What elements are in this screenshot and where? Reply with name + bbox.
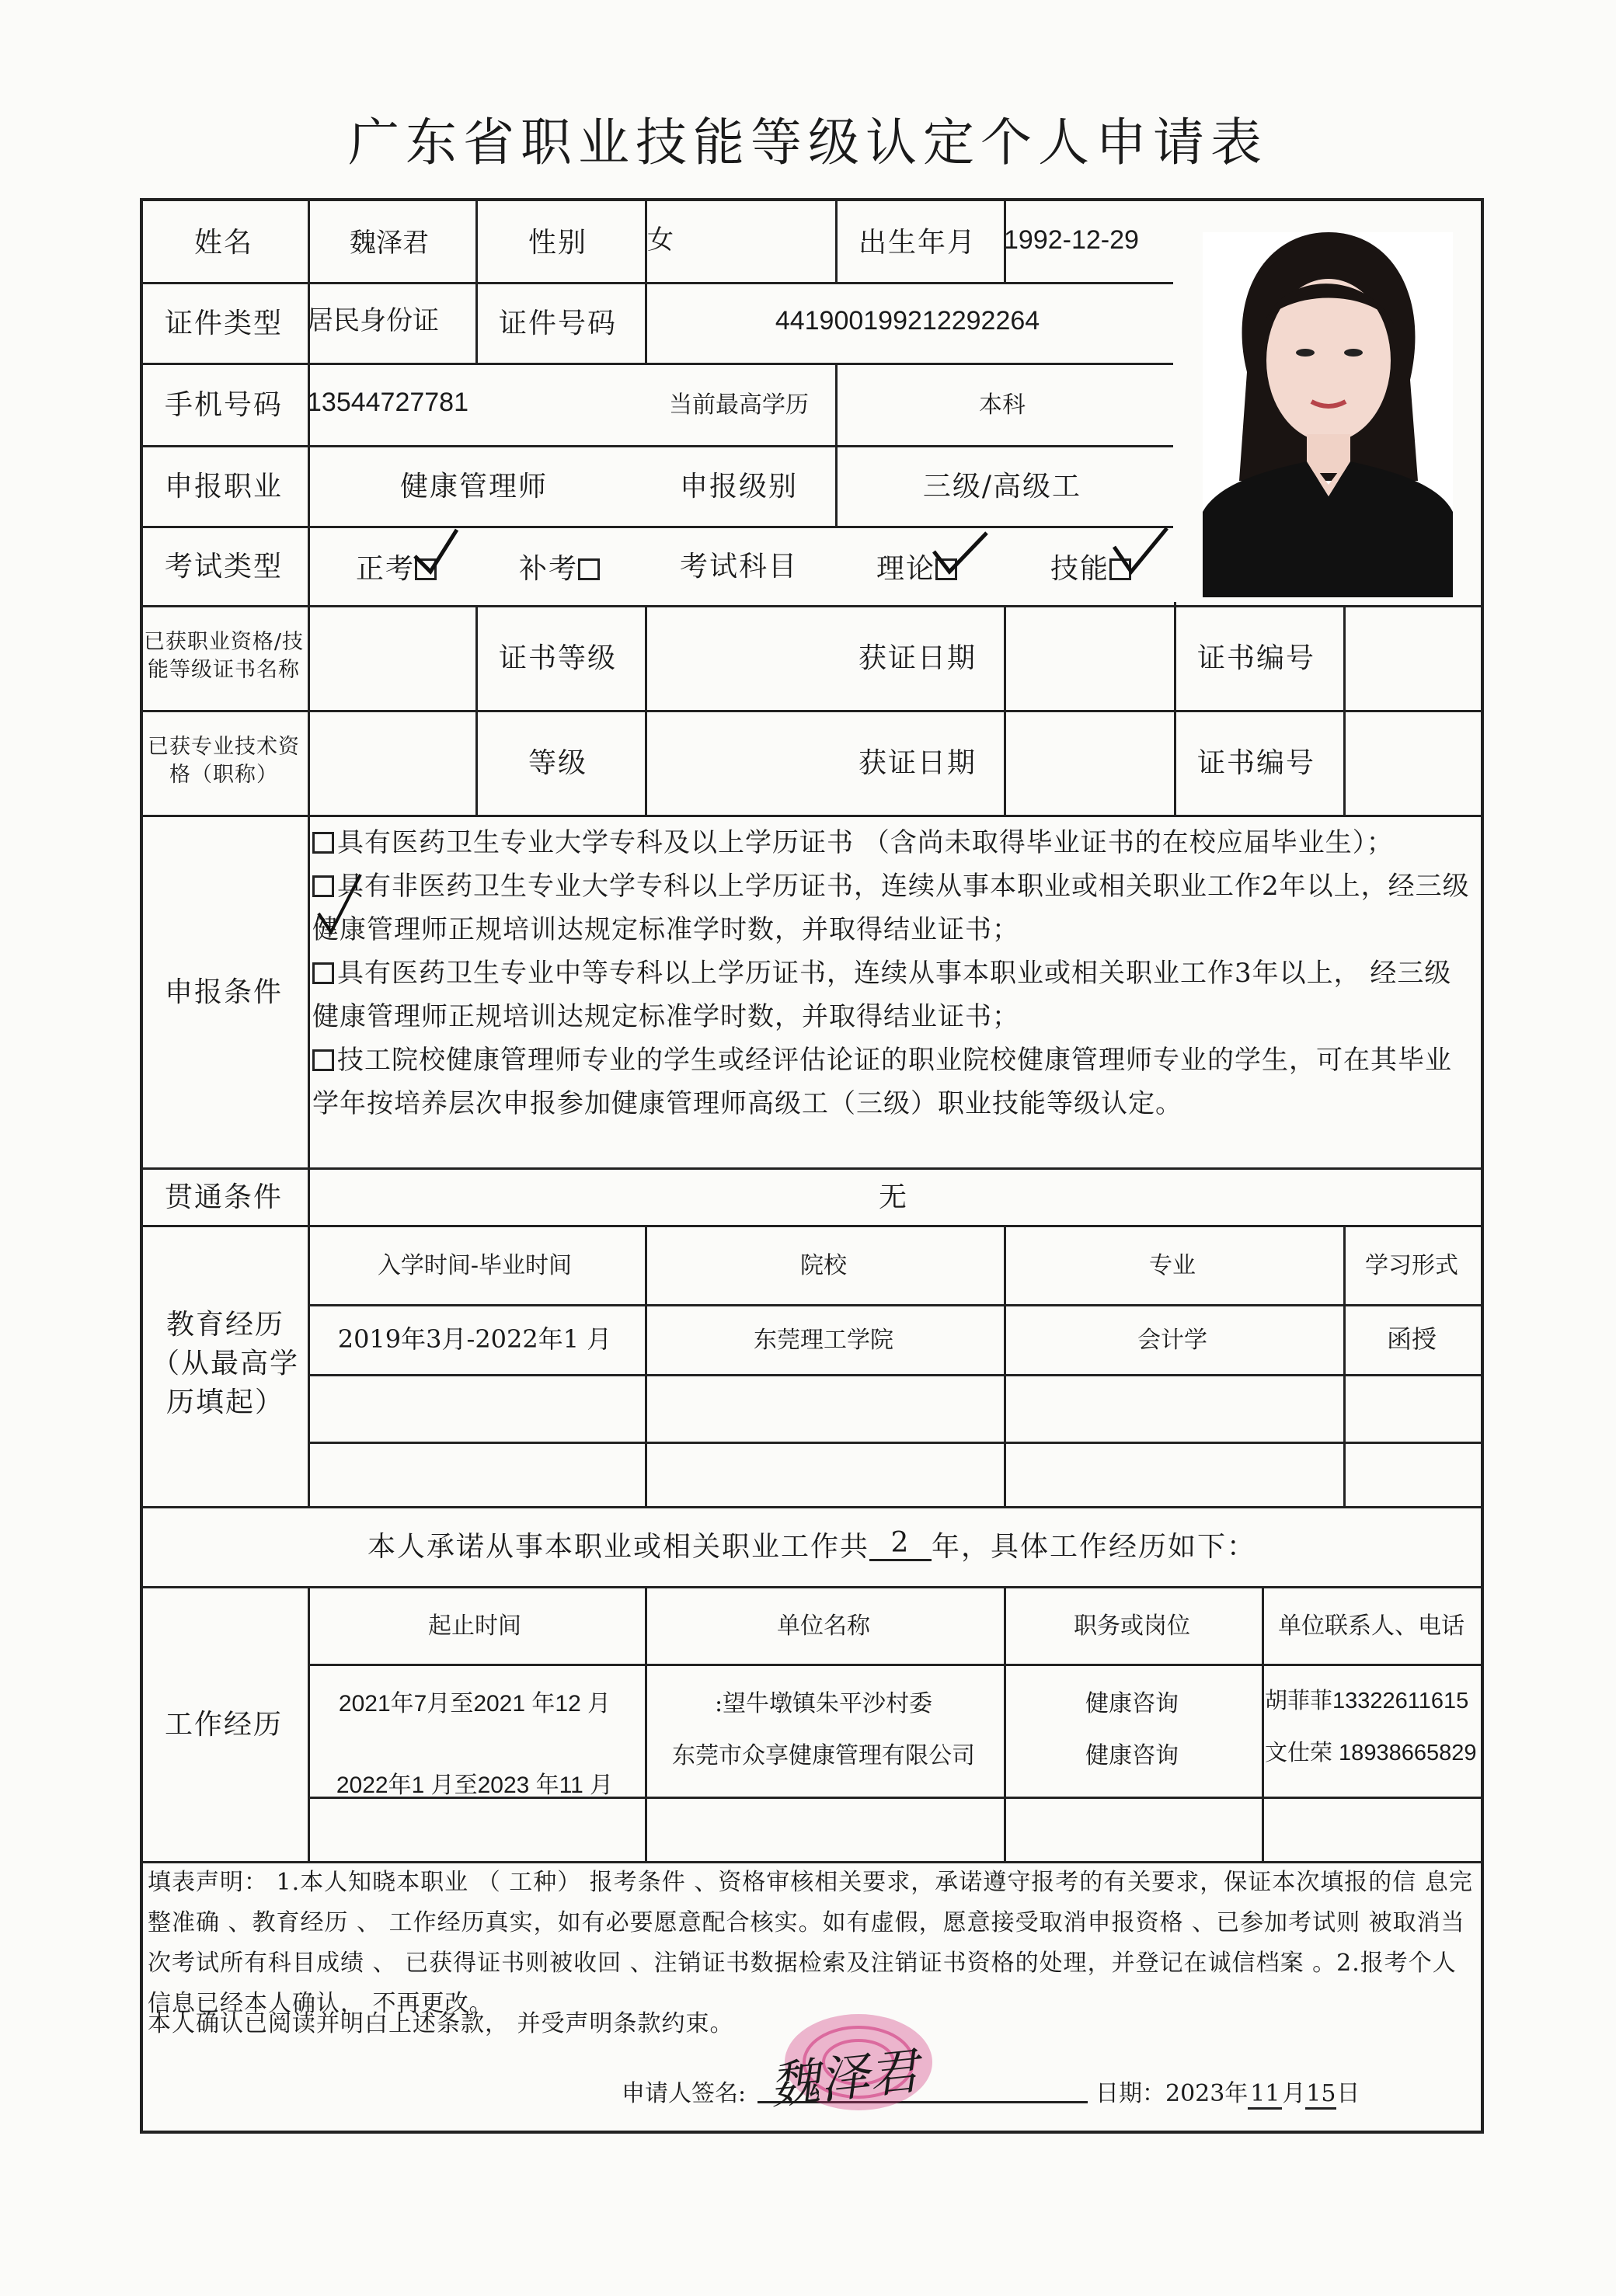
gender-value: 女 — [647, 224, 674, 256]
edu-row-school: 东莞理工学院 — [754, 1327, 893, 1354]
grade-label: 等级 — [528, 747, 587, 779]
work-row-2-position: 健康咨询 — [1085, 1742, 1179, 1769]
work-row-1-position: 健康咨询 — [1085, 1690, 1179, 1717]
work-header-employer: 单位名称 — [777, 1612, 870, 1640]
declaration-text: 填表声明： 1.本人知晓本职业 （ 工种） 报考条件 、资格审核相关要求，承诺遵守报考的有关要求，保证本次填报的信 息完整准确 、教育经历 、 工作经历真实，如有必要愿意配合核实。如有虚假，愿意接受取消申报资格 、已参加考试则 被取消当次考试所有科目成绩 、 已获得证书则被收回 、注销证书数据检索及注销证书资格的处理，并登记在诚信档案 。2.报考个人信息已经本人确认， 不再更改。 — [148, 1869, 1473, 2017]
professional-title-label: 已获专业技术资格（职称） — [148, 734, 300, 787]
id-no-label: 证件号码 — [498, 307, 617, 339]
work-row-2-employer: 东莞市众享健康管理有限公司 — [672, 1742, 975, 1769]
exam-regular-checkmark — [409, 525, 463, 579]
condition-3-checkbox[interactable] — [312, 962, 334, 984]
exam-regular-label: 正考 — [356, 553, 416, 585]
work-section-label: 工作经历 — [164, 1708, 283, 1741]
exam-type-label: 考试类型 — [164, 550, 283, 583]
conditions-list — [312, 821, 1478, 1125]
signature-label: 申请人签名: — [622, 2080, 747, 2107]
title-cert-no-label: 证书编号 — [1196, 747, 1315, 779]
work-promise-suffix: 年，具体工作经历如下： — [932, 1530, 1257, 1563]
work-header-position: 职务或岗位 — [1074, 1612, 1190, 1640]
subject-theory-checkmark — [929, 528, 991, 583]
birth-value: 1992-12-29 — [1004, 225, 1139, 255]
subject-label: 考试科目 — [679, 550, 798, 583]
work-row-1-contact: 胡菲菲13322611615 — [1265, 1689, 1469, 1713]
education-value: 本科 — [979, 391, 1026, 419]
cert-date-label: 获证日期 — [858, 642, 977, 674]
edu-row-form: 函授 — [1386, 1324, 1437, 1354]
gender-label: 性别 — [528, 226, 587, 259]
subject-skill-checkmark — [1109, 524, 1172, 583]
exam-makeup-option[interactable] — [519, 547, 603, 586]
sign-date — [1095, 2074, 1360, 2110]
date-year: 2023年 — [1165, 2080, 1249, 2107]
id-no-value: 441900199212292264 — [775, 305, 1040, 336]
phone-label: 手机号码 — [164, 388, 283, 421]
condition-item-4[interactable]: 技工院校健康管理师专业的学生或经评估论证的职业院校健康管理师专业的学生，可在其毕业学年按培养层次申报参加健康管理师高级工（三级）职业技能等级认定。 — [312, 1045, 1452, 1119]
work-header-period: 起止时间 — [428, 1612, 521, 1640]
applicant-signature: 魏泽君 — [767, 2043, 921, 2116]
education-label: 当前最高学历 — [669, 391, 809, 419]
portrait-image — [1173, 201, 1481, 602]
occupation-value: 健康管理师 — [399, 470, 548, 503]
day-unit: 日 — [1336, 2080, 1360, 2107]
condition-item-2[interactable]: 具有非医药卫生专业大学专科以上学历证书，连续从事本职业或相关职业工作2年以上，经三级健康管理师正规培训达规定标准学时数，并取得结业证书； — [312, 871, 1470, 945]
edu-header-major: 专业 — [1149, 1252, 1196, 1279]
edu-header-time: 入学时间-毕业时间 — [377, 1252, 573, 1279]
month-unit: 月 — [1282, 2080, 1306, 2107]
exam-makeup-label: 补考 — [519, 553, 579, 585]
condition-item-1[interactable]: 具有医药卫生专业大学专科及以上学历证书 （含尚未取得毕业证书的在校应届毕业生）； — [312, 821, 1478, 864]
applicant-photo — [1173, 201, 1481, 602]
cert-level-label: 证书等级 — [498, 642, 617, 674]
birth-label: 出生年月 — [858, 226, 977, 259]
work-row-2-contact: 文仕荣 18938665829 — [1265, 1741, 1477, 1765]
qualification-cert-label: 已获职业资格/技能等级证书名称 — [143, 629, 305, 682]
work-promise-prefix: 本人承诺从事本职业或相关职业工作共 — [367, 1530, 869, 1563]
through-label: 贯通条件 — [164, 1181, 283, 1213]
cert-no-label: 证书编号 — [1196, 642, 1315, 674]
work-row-1-period: 2021年7月至2021 年12 月 — [338, 1691, 611, 1717]
conditions-label: 申报条件 — [164, 976, 283, 1008]
occupation-label: 申报职业 — [164, 470, 283, 503]
subject-skill-label: 技能 — [1050, 553, 1110, 585]
through-value: 无 — [878, 1181, 908, 1213]
exam-makeup-checkbox[interactable] — [578, 558, 600, 580]
date-month: 11 — [1248, 2080, 1282, 2110]
id-type-value: 居民身份证 — [307, 305, 439, 336]
edu-header-school: 院校 — [800, 1252, 847, 1279]
phone-value: 13544727781 — [307, 388, 469, 417]
condition-4-checkbox[interactable] — [312, 1049, 334, 1071]
edu-row-major: 会计学 — [1137, 1327, 1207, 1354]
declaration-confirm: 本人确认已阅读并明白上述条款， 并受声明条款约束。 — [148, 2010, 734, 2037]
level-value: 三级/高级工 — [922, 470, 1082, 503]
date-label: 日期： — [1095, 2080, 1165, 2107]
work-row-2-period: 2022年1 月至2023 年11 月 — [336, 1772, 614, 1798]
name-value: 魏泽君 — [350, 227, 429, 259]
work-promise — [143, 1506, 1481, 1582]
form-title: 广东省职业技能等级认定个人申请表 — [348, 113, 1268, 172]
education-section-label: 教育经历（从最高学历填起） — [151, 1309, 299, 1418]
edu-row-time: 2019年3月-2022年1 月 — [337, 1324, 612, 1354]
work-row-1-employer: :望牛墩镇朱平沙村委 — [714, 1690, 933, 1717]
condition-1-checkbox[interactable] — [312, 832, 334, 854]
condition-2-checkmark — [314, 870, 368, 940]
work-years: 2 — [869, 1527, 932, 1561]
subject-theory-label: 理论 — [876, 553, 936, 585]
edu-header-form: 学习形式 — [1365, 1252, 1458, 1279]
work-header-contact: 单位联系人、电话 — [1278, 1612, 1464, 1640]
title-date-label: 获证日期 — [858, 747, 977, 779]
id-type-label: 证件类型 — [164, 307, 283, 339]
condition-item-3[interactable]: 具有医药卫生专业中等专科以上学历证书，连续从事本职业或相关职业工作3年以上， 经三级健康管理师正规培训达规定标准学时数，并取得结业证书； — [312, 958, 1452, 1032]
date-day: 15 — [1305, 2080, 1336, 2110]
level-label: 申报级别 — [679, 470, 798, 503]
name-label: 姓名 — [193, 226, 253, 259]
